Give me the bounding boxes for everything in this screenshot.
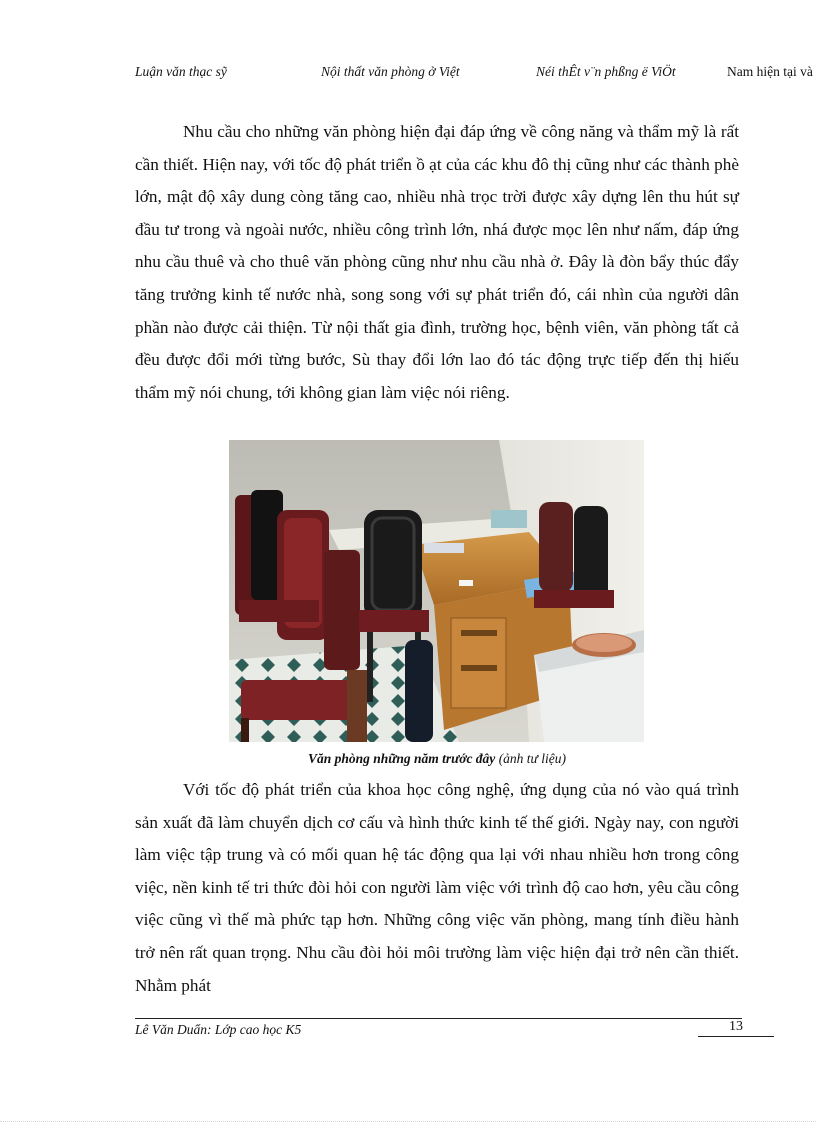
header-title: Nội thất văn phòng ở Việt: [321, 64, 460, 79]
figure-caption: [135, 751, 739, 767]
footer-rule: [135, 1018, 742, 1019]
paragraph-2: Với tốc độ phát triển của khoa học công nghệ, ứng dụng của nó vào quá trình sản xuất đã làm chuyển dịch cơ cấu và hình thức kinh tế thế giới. Ngày nay, con người làm việc tập trung và có mối quan hệ tác động qua lại với nhau nhiều hơn trong công việc, nền kinh tế tri thức đòi hỏi con người làm việc với trình độ cao hơn, yêu cầu công việc cũng vì thế mà phức tạp hơn. Những công việc văn phòng, mang tính điều hành trở nên rất quan trọng. Nhu cầu đòi hỏi môi trường làm việc hiện đại trở nên cần thiết. Nhằm phát: [135, 780, 739, 995]
page-number: 13: [698, 1019, 774, 1037]
page-edge: [0, 1121, 816, 1122]
paragraph-1: Nhu cầu cho những văn phòng hiện đại đáp ứng về công năng và thẩm mỹ là rất cần thiết. Hiện nay, với tốc độ phát triển ồ ạt của các khu đô thị cũng như các thành phè lớn, mật độ xây dung còng tăng cao, nhiều nhà trọc trời được xây dựng lên thu hút sự đầu tư trong và ngoài nước, nhiều công trình lớn, nhá được mọc lên như nấm, đáp ứng nhu cầu thuê và cho thuê văn phòng cũng như nhu cầu nhà ở. Đây là đòn bẩy thúc đẩy tăng trưởng kinh tế nước nhà, song song với sự phát triển đó, cái nhìn của người dân phần nào được cải thiện. Từ nội thất gia đình, trường học, bệnh viên, văn phòng tất cả đều được đổi mới từng bước, Sù thay đổi lớn lao đó tác động trực tiếp đến thị hiếu thẩm mỹ nói chung, tới không gian làm việc nói riêng.: [135, 122, 739, 402]
figure-caption-title: Văn phòng những năm trước đây: [307, 751, 496, 766]
header-title-end: Nam hiện tại và: [727, 64, 813, 79]
office-photo-illustration: [229, 440, 644, 742]
figure-caption-note: (ảnh tư liệu): [495, 751, 567, 766]
header-title-garbled: Néi thÊt v¨n phßng ë ViÖt: [536, 64, 676, 79]
running-header: [135, 64, 816, 84]
header-thesis-label: Luận văn thạc sỹ: [135, 64, 227, 79]
office-photo: [229, 440, 644, 742]
footer-author: Lê Văn Duẩn: Lớp cao học K5: [135, 1022, 302, 1037]
